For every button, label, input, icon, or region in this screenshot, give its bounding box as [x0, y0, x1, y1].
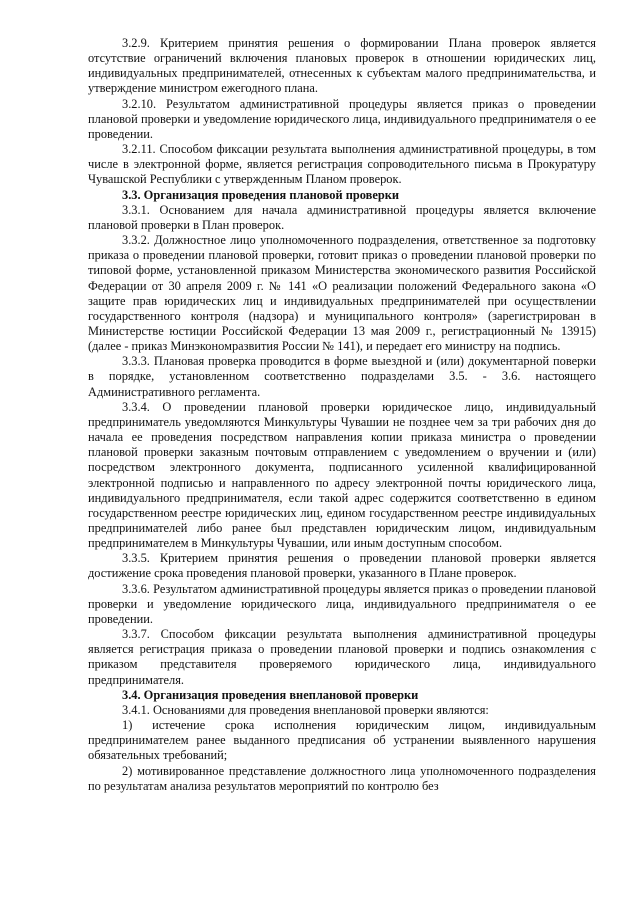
paragraph-3-4-1: 3.4.1. Основаниями для проведения внеплановой проверки являются:: [122, 702, 489, 717]
paragraph-3-3-3: 3.3.3. Плановая проверка проводится в форме выездной и (или) документарной поверки в порядке, установленном соответственно подразделами 3.5. - 3.6. настоящего Административного регламента.: [88, 354, 596, 399]
section-heading-3-3: 3.3. Организация проведения плановой проверки: [122, 187, 399, 202]
paragraph-3-3-2: 3.3.2. Должностное лицо уполномоченного подразделения, ответственное за подготовку приказа о проведении плановой проверки, готовит приказ о проведении плановой проверки по типовой форме, установленной приказом Министерства экономического развития Российской Федерации от 30 апреля 2009 г. № 141 «О реализации положений Федерального закона «О защите прав юридических лиц и индивидуальных предпринимателей при осуществлении государственного контроля (надзора) и муниципального контроля» (зарегистрирован в Министерстве юстиции Российской Федерации 13 мая 2009 г., регистрационный № 13915) (далее - приказ Минэкономразвития России № 141), и передает его министру на подпись.: [88, 233, 596, 354]
document-page: [88, 36, 596, 794]
paragraph-3-3-5: 3.3.5. Критерием принятия решения о проведении плановой проверки является достижение срока проведения плановой проверки, указанного в Плане проверок.: [88, 551, 596, 581]
paragraph-3-3-7: 3.3.7. Способом фиксации результата выполнения административной процедуры является регистрация приказа о проведении плановой проверки и подпись ознакомления с приказом представителя проверяемого юридического лица, индивидуального предпринимателя.: [88, 627, 596, 687]
section-heading-3-4: 3.4. Организация проведения внеплановой проверки: [122, 687, 419, 702]
paragraph-3-3-4: 3.3.4. О проведении плановой проверки юридическое лицо, индивидуальный предприниматель уведомляются Минкультуры Чувашии не позднее чем за три рабочих дня до начала ее проведения посредством направления копии приказа министра о проведении плановой проверки заказным почтовым отправлением с уведомлением о вручении и (или) посредством электронного документа, подписанного усиленной квалифицированной электронной подписью и направленного по адресу электронной почты юридического лица, индивидуального предпринимателя, если такой адрес содержится соответственно в едином государственном реестре юридических лиц, едином государственном реестре индивидуальных предпринимателей либо ранее был представлен юридическим лицом, индивидуальным предпринимателем в Минкультуры Чувашии, или иным доступным способом.: [88, 399, 596, 551]
list-item-1: 1) истечение срока исполнения юридическим лицом, индивидуальным предпринимателем ранее выданного предписания об устранении выявленного нарушения обязательных требований;: [88, 718, 596, 763]
paragraph-3-2-11: 3.2.11. Способом фиксации результата выполнения административной процедуры, в том числе в электронной форме, является регистрация сопроводительного письма в Прокуратуру Чувашской Республики с утвержденным Планом проверок.: [88, 142, 596, 187]
paragraph-3-3-1: 3.3.1. Основанием для начала административной процедуры является включение плановой проверки в План проверок.: [88, 202, 596, 232]
list-item-2: 2) мотивированное представление должностного лица уполномоченного подразделения по результатам анализа результатов мероприятий по контролю без: [88, 763, 596, 793]
paragraph-3-3-6: 3.3.6. Результатом административной процедуры является приказ о проведении плановой проверки и уведомление юридического лица, индивидуального предпринимателя о ее проведении.: [88, 581, 596, 626]
paragraph-3-2-9: 3.2.9. Критерием принятия решения о формировании Плана проверок является отсутствие ограничений включения плановых проверок в отношении юридических лиц, индивидуальных предпринимателей, отнесенных к субъектам малого предпринимательства, и утверждение министром ежегодного плана.: [88, 36, 596, 96]
paragraph-3-2-10: 3.2.10. Результатом административной процедуры является приказ о проведении плановой проверки и уведомление юридического лица, индивидуального предпринимателя о ее проведении.: [88, 96, 596, 141]
